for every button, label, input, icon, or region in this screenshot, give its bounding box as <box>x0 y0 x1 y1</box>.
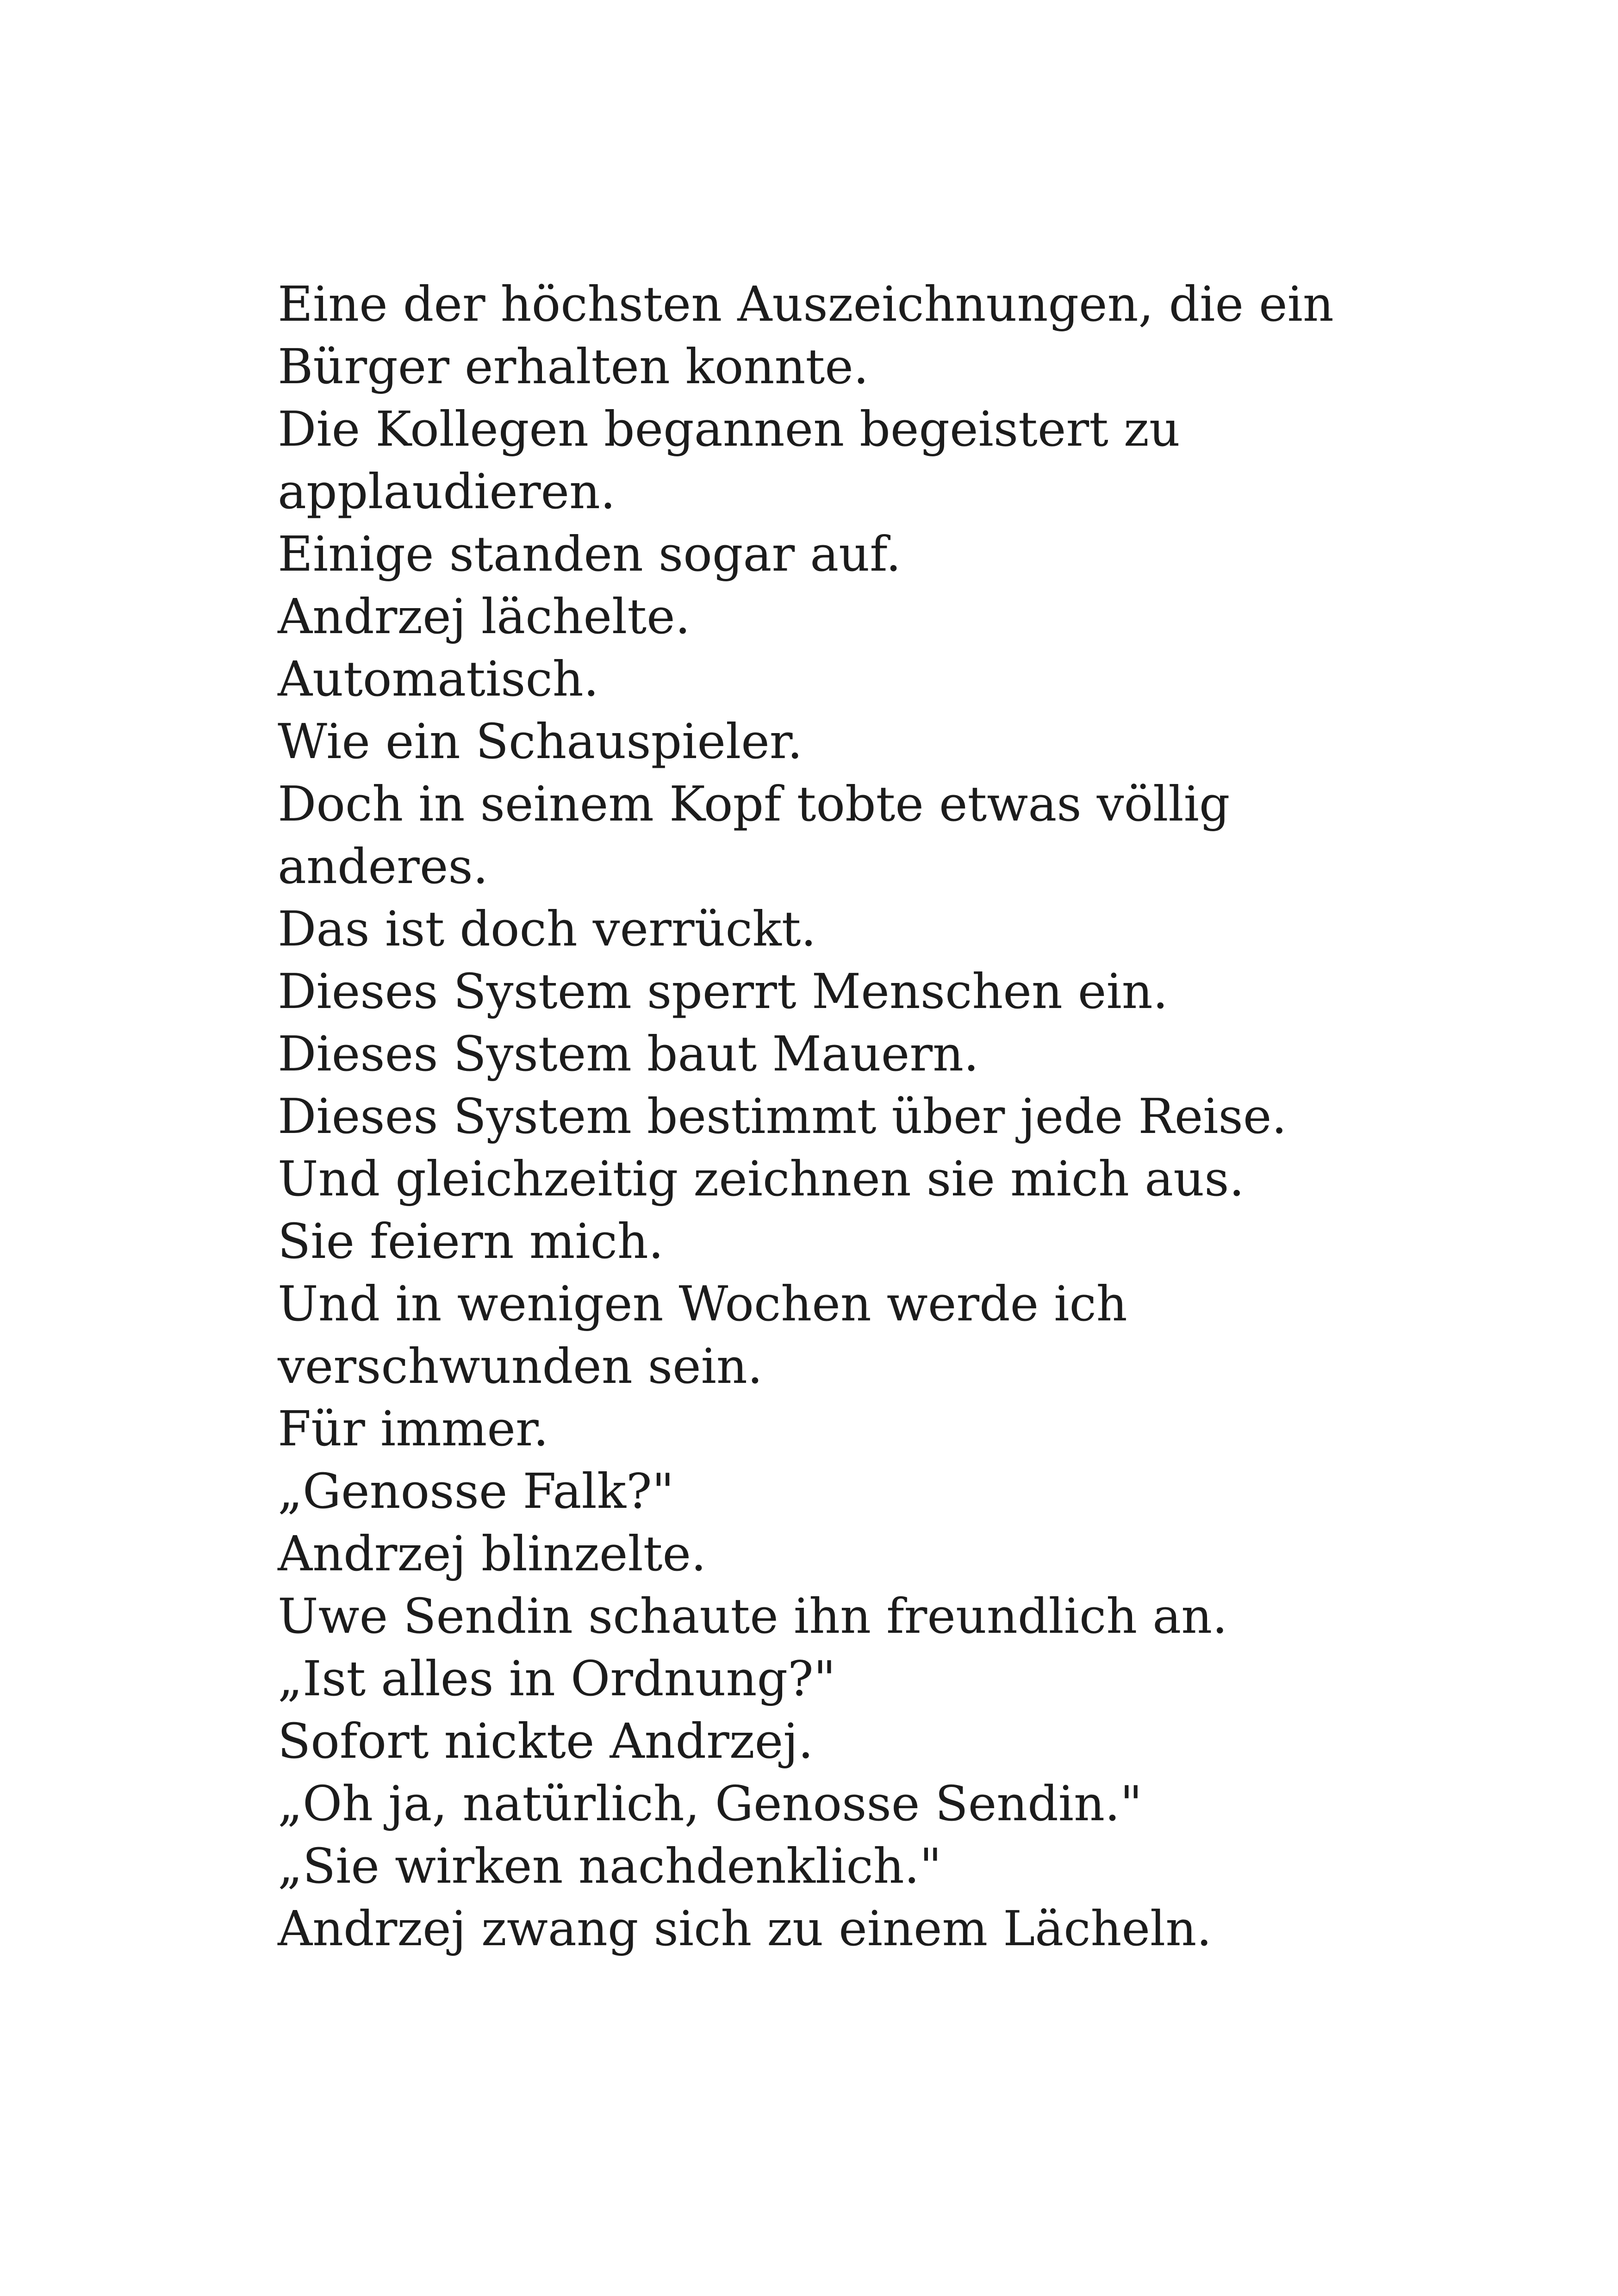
text-line-15: Und gleichzeitig zeichnen sie mich aus. <box>278 1151 1245 1207</box>
text-line-13: Dieses System baut Mauern. <box>278 1026 979 1082</box>
text-line-18: verschwunden sein. <box>278 1338 763 1394</box>
text-line-26: „Sie wirken nachdenklich." <box>278 1838 942 1894</box>
text-line-14: Dieses System bestimmt über jede Reise. <box>278 1088 1287 1145</box>
text-line-9: Doch in seinem Kopf tobte etwas völlig <box>278 776 1230 832</box>
text-line-23: „Ist alles in Ordnung?" <box>278 1650 836 1707</box>
text-line-16: Sie feiern mich. <box>278 1213 664 1269</box>
text-line-5: Einige standen sogar auf. <box>278 526 902 582</box>
text-line-22: Uwe Sendin schaute ihn freundlich an. <box>278 1588 1228 1644</box>
text-line-11: Das ist doch verrückt. <box>278 901 816 957</box>
text-line-17: Und in wenigen Wochen werde ich <box>278 1276 1127 1332</box>
text-line-20: „Genosse Falk?" <box>278 1463 674 1519</box>
text-line-19: Für immer. <box>278 1400 549 1457</box>
text-line-6: Andrzej lächelte. <box>278 588 691 645</box>
text-line-10: anderes. <box>278 838 488 895</box>
text-line-12: Dieses System sperrt Menschen ein. <box>278 963 1168 1020</box>
body-text <box>278 273 1388 1960</box>
text-line-25: „Oh ja, natürlich, Genosse Sendin." <box>278 1775 1142 1832</box>
text-line-7: Automatisch. <box>278 651 599 707</box>
text-line-24: Sofort nickte Andrzej. <box>278 1713 814 1769</box>
text-line-4: applaudieren. <box>278 463 616 520</box>
text-line-2: Bürger erhalten konnte. <box>278 338 869 395</box>
text-line-1: Eine der höchsten Auszeichnungen, die ein <box>278 276 1334 332</box>
text-line-21: Andrzej blinzelte. <box>278 1525 707 1582</box>
text-line-27: Andrzej zwang sich zu einem Lächeln. <box>278 1900 1212 1957</box>
text-line-8: Wie ein Schauspieler. <box>278 713 803 770</box>
text-line-3: Die Kollegen begannen begeistert zu <box>278 401 1180 457</box>
